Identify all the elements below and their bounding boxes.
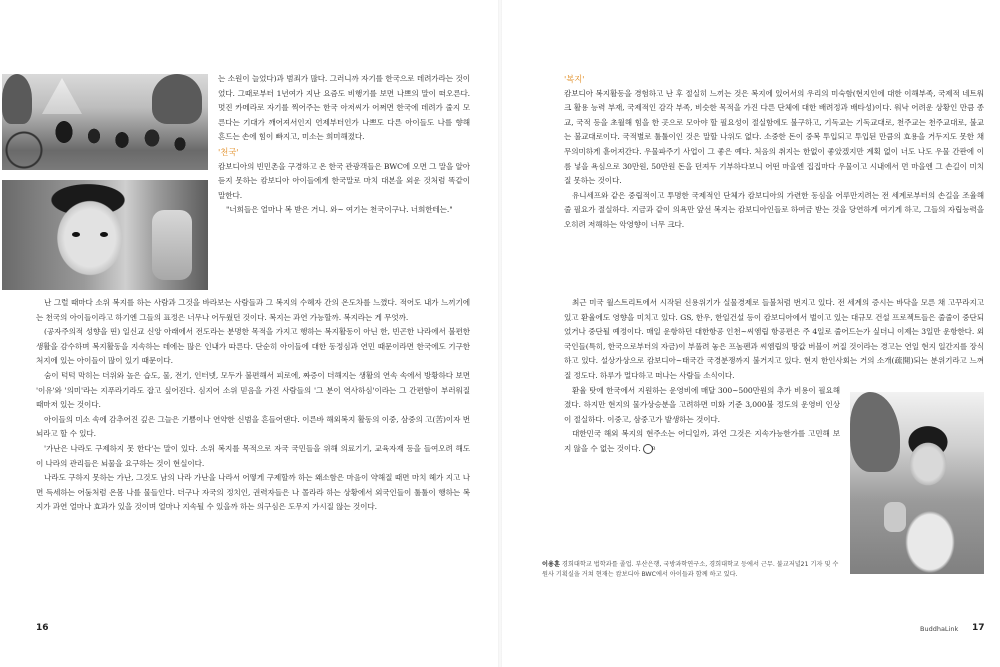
body-paragraph: 유니세프와 같은 중립적이고 투명한 국제적인 단체가 캄보디아의 가련한 동심을 어루만지려는 전 세계로부터의 손길을 조율해 줄 필요가 절실하다. 지금과 같이 의욕만 앞선 복지는 캄보디아인들로 하여금 받는 것을 당연하게 여기게 하고, 그들의 자립능력을 오히려 저해하는 악영향이 너무 크다. xyxy=(564,190,984,229)
body-paragraph: 캄보디아의 빈민촌을 구경하고 온 한국 관광객들은 BWC에 오면 그 말을 알아듣지 못하는 캄보디아 아이들에게 한국말로 마치 대본을 외운 것처럼 똑같이 말한다. xyxy=(218,161,470,200)
body-paragraph: 아이들의 미소 속에 감추어진 깊은 그늘은 기쁨이나 연약한 신범을 흔들어댄다. 이른바 해외복지 활동의 이중, 삼중의 고(苦)이자 번뇌라고 할 수 있다. xyxy=(36,414,470,439)
body-paragraph: 환율 탓에 한국에서 지원하는 운영비에 매달 300~500만원의 추가 비용이 필요해졌다. 하지만 현지의 물가상승분을 고려하면 미화 기준 3,000불 정도의 운영비 인상이 절실하다. 이중고, 삼중고가 발생하는 것이다. xyxy=(564,385,840,424)
author-bio xyxy=(542,560,842,580)
photo-girl-waving xyxy=(850,392,984,574)
body-paragraph: 대한민국 해외 복지의 현주소는 어디일까, 과연 그것은 지속가능한가를 고민해 보지 않을 수 없는 것이다. B xyxy=(564,429,840,453)
author-description: 경희대학교 법학과를 졸업. 부산은행, 국방과학연구소, 경희대학교 등에서 근무. 불교저널21 기자 및 수원사 기획실을 거쳐 현재는 캄보디아 BWC에서 아이들과 함께 하고 있다. xyxy=(542,561,839,578)
body-paragraph: '가난은 나라도 구제하지 못 한다'는 말이 있다. 소위 복지를 목적으로 자국 국민들을 위해 의료기기, 교육자재 등을 들여오려 해도 이 나라의 관리들은 뇌물을 요구하는 것이 현실이다. xyxy=(36,443,470,468)
left-column-body xyxy=(36,296,470,515)
hand-shape xyxy=(152,210,192,280)
author-name: 이용훈 xyxy=(542,561,560,568)
body-paragraph: 캄보디아 복지활동을 경험하고 난 후 절실히 느끼는 것은 복지에 있어서의 우리의 미숙함(현지인에 대한 이해부족, 국제적 네트워크 활용 능력 부재, 국제적인 감각 부족, 비슷한 목적을 가진 다른 단체에 대한 배려정과 배타성)이다. 워낙 어려운 상황인 만큼 종교, 국적 등을 초월해 힘을 한 곳으로 모아야 할 필요성이 절실함에도 불구하고, 기독교는 기독교대로, 천주교는 천주교대로, 불교는 불교대로이다. 국적별로 툴툴이인 것은 말할 나위도 없다. 소중한 돈이 중복 투입되고 투입된 만큼의 효용을 거두지도 못한 채 무의미하게 흩어져간다. 우물파주기 사업이 그 좋은 예다. 처음의 취지는 한없이 좋았겠지만 계획 없이 너도 나도 우물 간판에 이름 넣을 욕심으로 30만원, 50만원 돈을 던져두 기부하다보니 어떤 마을엔 집집마다 우물이고 시내에서 먼 마을엔 그 손길이 미치질 못하는 것이다. xyxy=(564,88,984,186)
temple-shape xyxy=(42,78,82,114)
section-heading: '천국' xyxy=(218,146,239,157)
photo-children-group xyxy=(2,74,208,170)
body-paragraph: 최근 미국 월스트리트에서 시작된 신용위기가 실물경제로 들불처럼 번지고 있다. 전 세계의 증시는 바닥을 모른 채 고꾸라지고 있고 환율에도 영향을 미치고 있다. GS, 한우, 한일건설 등이 캄보디아에서 벌이고 있는 대규모 건설 프로젝트들은 줄줄이 중단되었거나 중단될 예정이다. 매일 운항하던 대한항공 인천~씨엠립 항공편은 주 4일로 줄어드는가 싶더니 이제는 3일만 운항한다. 외국인들(특히, 한국으로부터의 자금)이 부풀려 놓은 프놈펜과 씨엠립의 땅값 버블이 꺼질 것이라는 경고는 연일 현지 일간지를 장식하고 있다. 설상가상으로 캄보디아~태국간 국경분쟁까지 불거지고 있다. 현지 한인사회는 거의 소개(疏開)되는 분위기라고 느껴질 정도다. 하루가 멀다하고 떠나는 사람들 소식이다. xyxy=(564,298,984,380)
body-paragraph: (공자주의적 성향을 띤) 일신교 신앙 아래에서 전도라는 분명한 목적을 가지고 행하는 복지활동이 아닌 한, 빈곤한 나라에서 불편한 생활을 감수하며 복지활동을 지속하는 데에는 많은 인내가 따른다. 단순히 아이들에 대한 동정심과 연민 때문이라면 한국에도 기구한 처지에 있는 아이들이 많이 있기 때문이다. xyxy=(36,327,470,366)
page-number-right: 17 xyxy=(972,623,985,633)
body-paragraph: 는 소원이 늘었다)과 범죄가 많다. 그러니까 자기를 한국으로 데려가라는 것이었다. 그때로부터 1년여가 지난 요즘도 비행기를 보면 나쁘의 말이 떠오른다. 멋진 카메라로 자기를 찍어주는 한국 아저씨가 어쩌면 한국에 데려가 줄지 모른다는 기대가 깨어져서인지 언제부터인가 나쁘도 다른 아이들도 나를 향해 흔드는 손에 힘이 빠지고, 미소는 희미해졌다. xyxy=(218,74,470,142)
photo-boy-closeup xyxy=(2,180,208,290)
hand-shape xyxy=(884,502,906,532)
body-paragraph: 나라도 구하지 못하는 가난, 그것도 남의 나라 가난을 나라서 어떻게 구제할까 하는 왜소함은 마음이 약해질 때면 마치 헤가 지고 나면 득세하는 어둠처럼 온몸 나를 물들인다. 더구나 자국의 정치인, 권력자들은 나 몰라라 하는 상황에서 외국인들이 툴툴이 행하는 복지가 과연 얼마나 효과가 있을 것이며 얼마나 지속될 수 있을까 하는 의구심은 도무지 가시질 않는 것이다. xyxy=(36,473,470,512)
eye-shape xyxy=(100,232,108,237)
end-mark-icon: B xyxy=(643,444,653,454)
body-paragraph: 난 그럴 때마다 소위 복지를 하는 사람과 그것을 바라보는 사람들과 그 복지의 수혜자 간의 온도차를 느꼈다. 적어도 내가 느끼기에는 천국의 아이들이라고 하기엔 그들의 표정은 너무나 어두웠던 것이다. 복지는 과연 가능할까. 복지라는 게 무엇까. xyxy=(36,298,470,322)
tree-shape xyxy=(850,392,900,472)
tree-shape xyxy=(2,74,32,124)
right-column-top xyxy=(564,72,984,233)
section-heading: '복지' xyxy=(564,74,585,84)
body-paragraph: 숨이 턱턱 막히는 더위와 높은 습도, 물, 전기, 인터넷, 모두가 불편해서 피로에, 짜증이 더해지는 생활의 연속 속에서 방황하다 보면 '이유'와 '의미'라는 지푸라기라도 잡고 싶어진다. 심지어 소위 믿음을 가진 사람들의 '그 분이 역사하심'이라는 그 간편함이 부러워질 때마저 있는 것이다. xyxy=(36,370,470,410)
right-page xyxy=(500,0,1000,667)
tree-shape xyxy=(152,74,202,124)
magazine-name: BuddhaLink xyxy=(920,625,959,633)
body-paragraph: "너희들은 얼마나 복 받은 거니. 와~ 여기는 천국이구나. 너희한테는." xyxy=(226,205,453,215)
eye-shape xyxy=(72,232,80,237)
left-column-top xyxy=(218,72,470,218)
page-number-left: 16 xyxy=(36,623,49,633)
